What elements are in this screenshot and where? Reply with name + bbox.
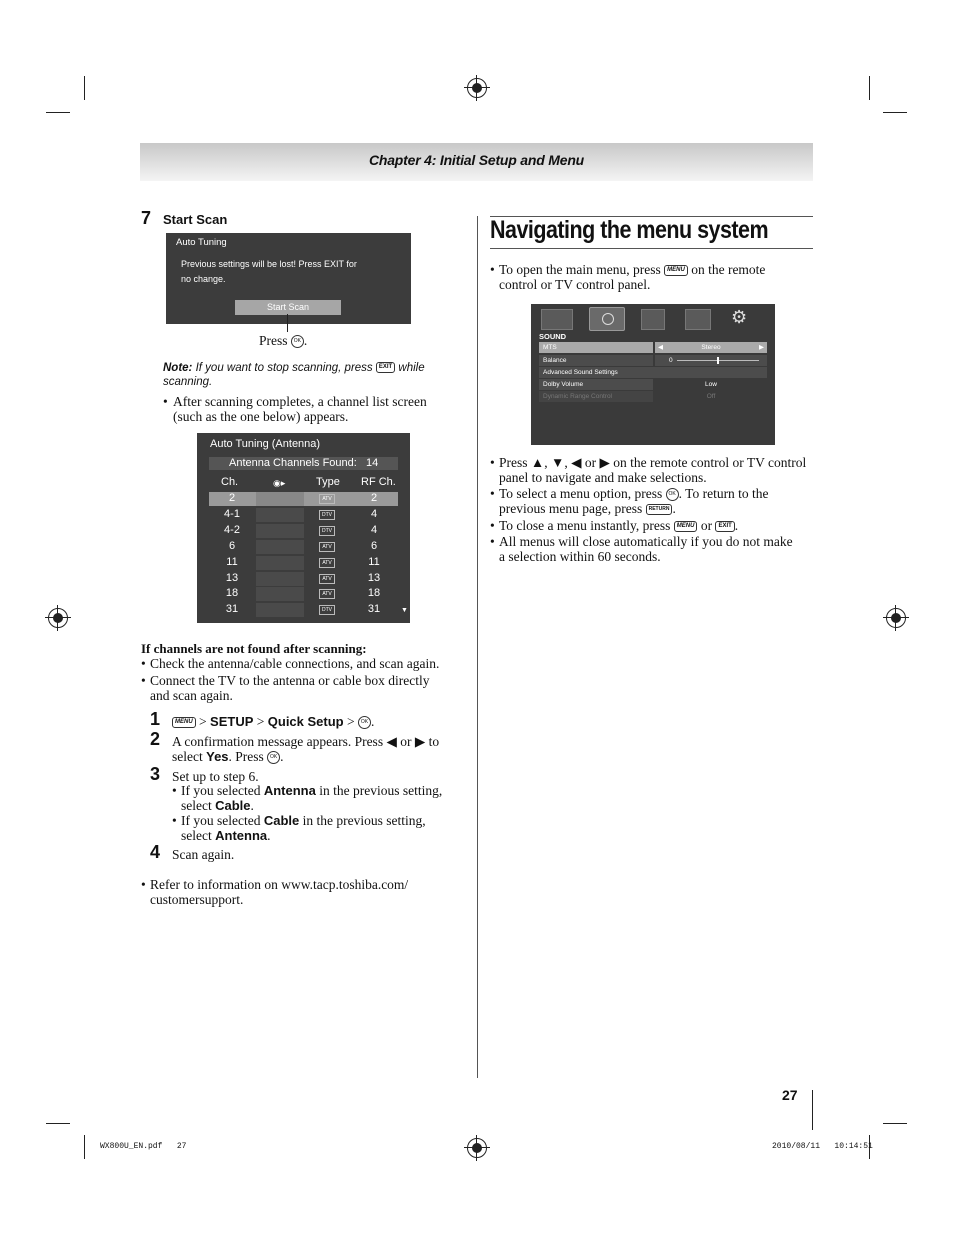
- ch-cell: 4-1: [224, 508, 240, 520]
- crop-mark: [883, 1123, 907, 1124]
- type-cell: ATV: [319, 494, 335, 504]
- dialog-title: Auto Tuning: [176, 237, 227, 248]
- separator: >: [256, 714, 265, 729]
- select-text: [499, 486, 769, 501]
- bullet-mark: •: [141, 877, 146, 892]
- ch-cell: 13: [225, 572, 239, 584]
- menu-item-label: Advanced Sound Settings: [543, 369, 618, 376]
- signal-cell: [256, 587, 304, 601]
- body-text: Press: [499, 455, 528, 470]
- ok-button-icon: OK: [358, 716, 371, 729]
- body-text: To close a menu instantly, press: [499, 518, 671, 533]
- signal-cell: [256, 556, 304, 570]
- navigate-text: Press ▲, ▼, ◀ or ▶ on the remote control or TV control: [499, 455, 807, 470]
- step-2-text: [172, 734, 439, 749]
- step-text: in the previous setting,: [319, 783, 443, 798]
- note-text: If you want to stop scanning, press: [195, 362, 373, 374]
- menu-item-label: Balance: [543, 357, 567, 364]
- column-header-ch: Ch.: [221, 476, 239, 488]
- dialog-message: no change.: [181, 274, 226, 284]
- ch-cell: 6: [228, 540, 236, 552]
- signal-cell: [256, 540, 304, 554]
- ok-button-icon: OK: [291, 335, 304, 348]
- rf-cell: 6: [370, 540, 378, 552]
- chapter-header: [140, 143, 813, 181]
- step-text: If you selected: [181, 813, 261, 828]
- channel-row[interactable]: [209, 587, 398, 601]
- found-count: 14: [366, 457, 379, 469]
- antenna-label: Antenna: [263, 783, 316, 798]
- step-text: If you selected: [181, 783, 261, 798]
- rf-cell: 4: [370, 524, 378, 536]
- note-text: scanning.: [163, 376, 213, 388]
- return-key-icon: RETURN: [646, 504, 673, 515]
- rf-cell: 31: [367, 603, 381, 615]
- step-number: 2: [150, 729, 161, 749]
- chapter-title: Chapter 4: Initial Setup and Menu: [368, 152, 585, 168]
- step-text: select: [172, 749, 203, 764]
- up-arrow-icon: ▲: [530, 455, 545, 470]
- refer-text: customersupport.: [150, 892, 244, 907]
- body-text: To open the main menu, press: [499, 262, 661, 277]
- open-menu-text: [499, 262, 765, 277]
- crop-mark: [869, 76, 870, 100]
- step-number: 3: [150, 764, 161, 784]
- body-text: To select a menu option, press: [499, 486, 663, 501]
- after-scan-text: (such as the one below) appears.: [173, 409, 349, 424]
- callout-line: [287, 314, 288, 332]
- crop-mark: [46, 1123, 70, 1124]
- footer-time: 10:14:51: [834, 1142, 873, 1151]
- not-found-item: and scan again.: [150, 688, 233, 703]
- menu-item-balance[interactable]: [539, 355, 653, 366]
- setup-gear-icon[interactable]: ⚙: [731, 307, 748, 327]
- step-text: in the previous setting,: [302, 813, 426, 828]
- mts-value: Stereo: [701, 344, 721, 351]
- antenna-label: Antenna: [215, 828, 268, 843]
- close-text: To close a menu instantly, press MENU or EXIT .: [499, 518, 739, 533]
- dynamic-range-value: Off: [706, 393, 716, 400]
- open-menu-text: control or TV control panel.: [499, 277, 651, 292]
- mts-selector[interactable]: [655, 342, 767, 353]
- ok-button-icon: OK: [267, 751, 280, 764]
- column-divider: [477, 216, 478, 1078]
- channel-row[interactable]: [209, 508, 398, 522]
- refer-text: Refer to information on www.tacp.toshiba.com/: [150, 877, 409, 892]
- ch-cell: 31: [225, 603, 239, 615]
- dolby-volume-value: Low: [705, 381, 717, 388]
- type-cell: ATV: [319, 574, 335, 584]
- step-3-sub: select Antenna.: [181, 828, 271, 843]
- page-number: 27: [782, 1087, 798, 1103]
- not-found-item: Check the antenna/cable connections, and scan again.: [150, 656, 440, 671]
- step-3-sub: select Cable.: [181, 798, 254, 813]
- crop-mark: [46, 112, 70, 113]
- menu-key-icon: MENU: [674, 521, 698, 532]
- bullet-mark: •: [490, 262, 495, 277]
- footer-date: 2010/08/11: [772, 1142, 821, 1151]
- footer-page: 27: [176, 1142, 187, 1151]
- step-number: 7: [141, 208, 152, 228]
- step-3-sub: [181, 783, 442, 798]
- step-text: or: [400, 734, 412, 749]
- quick-setup-label: Quick Setup: [267, 714, 344, 729]
- menu-item-dynamic-range: [539, 391, 653, 402]
- type-cell: ATV: [319, 558, 335, 568]
- channel-list-screen: [197, 433, 410, 623]
- ch-cell: 18: [225, 587, 239, 599]
- title-rule: [490, 248, 813, 249]
- crop-mark: [84, 76, 85, 100]
- step-text: select: [181, 798, 212, 813]
- menu-item-advanced-sound[interactable]: [539, 367, 767, 378]
- menu-key-icon: MENU: [664, 265, 688, 276]
- ch-cell: 11: [226, 556, 238, 568]
- press-ok-caption: Press OK .: [259, 333, 308, 348]
- sound-menu-screen: [531, 304, 775, 445]
- channel-row[interactable]: [209, 524, 398, 538]
- signal-cell: [256, 492, 304, 506]
- crop-mark: [84, 1135, 85, 1159]
- balance-slider[interactable]: [655, 355, 767, 366]
- bullet-mark: •: [141, 673, 146, 688]
- bullet-mark: •: [490, 486, 495, 501]
- after-scan-text: After scanning completes, a channel list screen: [173, 394, 427, 409]
- caption-text: Press: [259, 333, 288, 348]
- type-cell: ATV: [319, 542, 335, 552]
- crop-mark: [883, 112, 907, 113]
- body-text: on the remote control or TV control: [613, 455, 807, 470]
- separator: >: [347, 714, 355, 729]
- cable-label: Cable: [215, 798, 251, 813]
- menu-item-label: MTS: [543, 344, 557, 351]
- found-label: Antenna Channels Found:: [229, 457, 357, 469]
- channel-row[interactable]: [209, 556, 398, 570]
- step-number: 4: [150, 842, 161, 862]
- menu-key-icon: MENU: [172, 717, 196, 728]
- right-arrow-icon: ▶: [599, 455, 610, 470]
- bullet-mark: •: [141, 656, 146, 671]
- step-4-text: Scan again.: [172, 847, 235, 862]
- select-text: previous menu page, press RETURN .: [499, 501, 676, 516]
- body-text: on the remote: [691, 262, 766, 277]
- navigate-text: panel to navigate and make selections.: [499, 470, 707, 485]
- step-label: Start Scan: [163, 212, 228, 227]
- screen-title: Auto Tuning (Antenna): [210, 438, 321, 450]
- slider-thumb[interactable]: [717, 357, 719, 364]
- step-3-text: Set up to step 6.: [172, 769, 259, 784]
- rf-cell: 18: [367, 587, 381, 599]
- down-arrow-icon: ▼: [551, 455, 565, 470]
- menu-item-label: Dolby Volume: [543, 381, 584, 388]
- type-cell: DTV: [319, 510, 335, 520]
- balance-value: 0: [669, 357, 673, 364]
- footer-filename: WX800U_EN.pdf: [100, 1142, 163, 1151]
- dialog-message: Previous settings will be lost! Press EXIT for: [181, 259, 357, 269]
- bullet-mark: •: [163, 394, 168, 409]
- left-arrow-icon: ◀: [386, 734, 397, 749]
- left-arrow-icon: ◀: [571, 455, 582, 470]
- step-text: to: [428, 734, 440, 749]
- preferences-menu-icon[interactable]: [685, 309, 711, 330]
- setup-label: SETUP: [210, 714, 254, 729]
- bullet-mark: •: [490, 455, 495, 470]
- ch-cell: 4-2: [224, 524, 240, 536]
- right-arrow-icon: ▶: [759, 344, 764, 351]
- picture-menu-icon[interactable]: [541, 309, 573, 330]
- footer-file: [100, 1142, 186, 1151]
- body-text: or: [700, 518, 713, 533]
- start-scan-button[interactable]: Start Scan: [235, 300, 341, 315]
- exit-key-icon: EXIT: [715, 521, 734, 532]
- signal-cell: [256, 603, 304, 617]
- channels-found-bar: [209, 457, 398, 470]
- step-1-text: MENU > SETUP > Quick Setup > OK .: [172, 714, 374, 729]
- footer-timestamp: [772, 1142, 873, 1151]
- left-arrow-icon: ◀: [658, 344, 663, 351]
- registration-mark-icon: [886, 608, 906, 628]
- cable-label: Cable: [263, 813, 300, 828]
- step-text: select: [181, 828, 212, 843]
- menu-item-dolby-volume[interactable]: [539, 379, 653, 390]
- channel-row[interactable]: [209, 572, 398, 586]
- step-number: 1: [150, 709, 161, 729]
- rf-cell: 4: [370, 508, 378, 520]
- exit-key-icon: EXIT: [376, 362, 395, 373]
- step-text: . Press: [228, 749, 264, 764]
- body-text: . To return to the: [678, 486, 769, 501]
- bullet-mark: •: [490, 518, 495, 533]
- sound-menu-icon[interactable]: [589, 307, 625, 331]
- column-header-rf: RF Ch.: [361, 476, 396, 488]
- rf-cell: 13: [367, 572, 381, 584]
- type-cell: DTV: [319, 526, 335, 536]
- signal-cell: [256, 508, 304, 522]
- body-text: previous menu page, press: [499, 501, 643, 516]
- menu-item-mts[interactable]: [539, 342, 653, 353]
- applications-menu-icon[interactable]: [641, 309, 665, 330]
- not-found-heading: If channels are not found after scanning:: [141, 641, 367, 656]
- step-text: A confirmation message appears. Press: [172, 734, 384, 749]
- auto-close-text: All menus will close automatically if you do not make: [499, 534, 793, 549]
- ch-cell: 2: [228, 492, 236, 504]
- yes-label: Yes: [206, 749, 229, 764]
- separator: >: [199, 714, 207, 729]
- type-cell: DTV: [319, 605, 335, 615]
- note-text: while: [398, 362, 425, 374]
- signal-cell: [256, 572, 304, 586]
- column-header-type: Type: [316, 476, 340, 488]
- channel-row[interactable]: [209, 492, 398, 506]
- ok-button-icon: OK: [666, 488, 679, 501]
- note: [163, 361, 463, 389]
- section-title: Navigating the menu system: [490, 216, 769, 244]
- signal-cell: [256, 524, 304, 538]
- bullet-mark: •: [172, 783, 177, 798]
- channel-row[interactable]: [209, 603, 398, 617]
- scroll-down-icon[interactable]: ▼: [401, 607, 408, 614]
- bullet-mark: •: [490, 534, 495, 549]
- step-2-text: select Yes. Press OK .: [172, 749, 284, 764]
- type-cell: ATV: [319, 589, 335, 599]
- step-3-sub: [181, 813, 426, 828]
- menu-item-label: Dynamic Range Control: [543, 393, 613, 400]
- page-number-rule: [812, 1090, 813, 1130]
- channel-row[interactable]: [209, 540, 398, 554]
- rf-cell: 2: [370, 492, 378, 504]
- registration-mark-icon: [48, 608, 68, 628]
- antenna-icon: ◉▸: [273, 478, 286, 488]
- registration-mark-icon: [467, 78, 487, 98]
- menu-section-title: SOUND: [539, 332, 567, 341]
- right-arrow-icon: ▶: [414, 734, 426, 749]
- registration-mark-icon: [467, 1138, 487, 1158]
- auto-close-text: a selection within 60 seconds.: [499, 549, 661, 564]
- auto-tuning-dialog: [166, 233, 411, 324]
- note-label: Note:: [163, 362, 193, 374]
- bullet-mark: •: [172, 813, 177, 828]
- not-found-item: Connect the TV to the antenna or cable box directly: [150, 673, 430, 688]
- rf-cell: 11: [368, 556, 380, 568]
